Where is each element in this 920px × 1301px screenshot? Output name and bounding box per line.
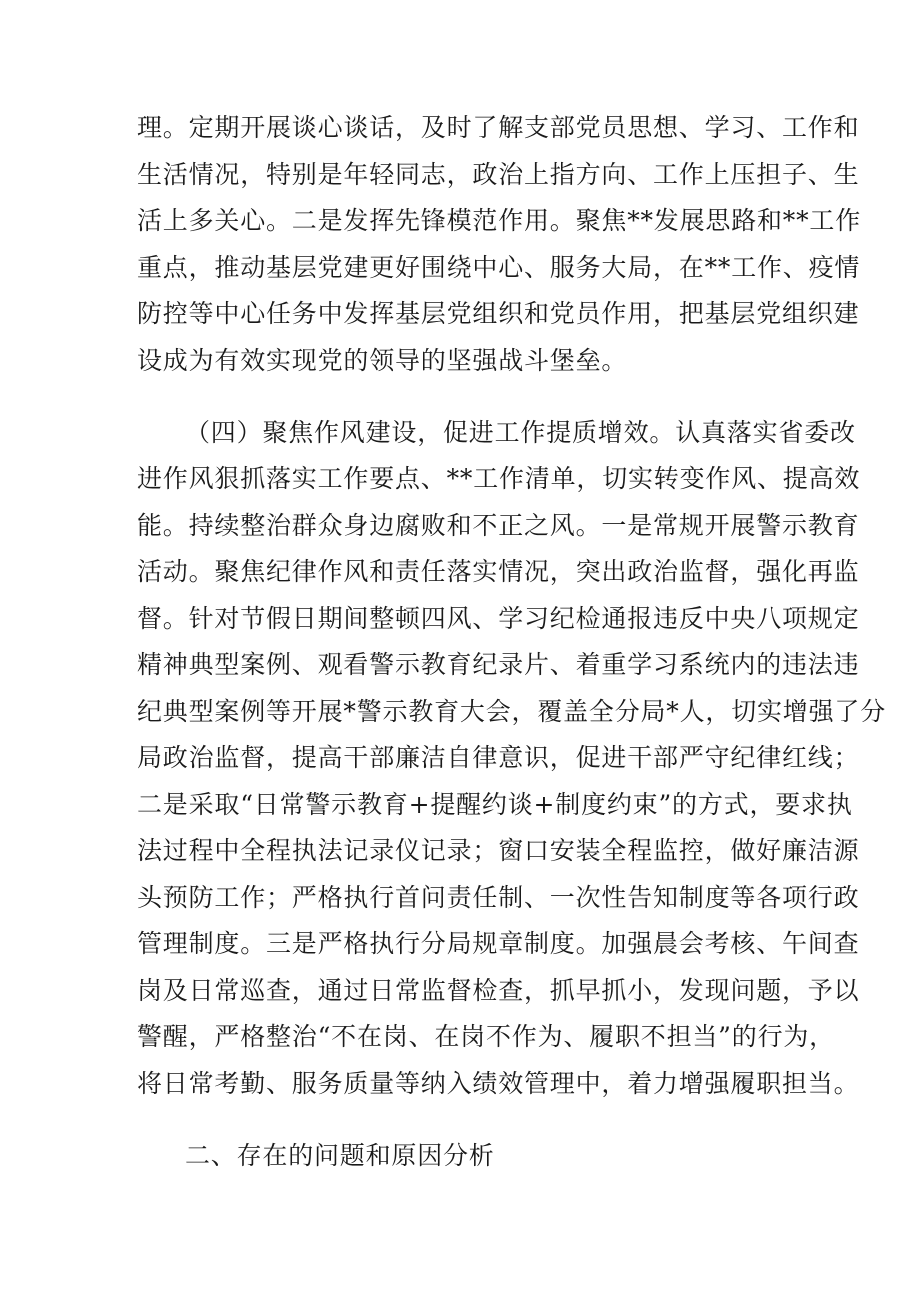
paragraph-2-line-10: 法过程中全程执法记录仪记录；窗口安装全程监控，做好廉洁源 (137, 836, 860, 865)
paragraph-1-line-1: 理。定期开展谈心谈话，及时了解支部党员思想、学习、工作和 (137, 113, 860, 142)
paragraph-2-line-14: 警醒，严格整治“不在岗、在岗不作为、履职不担当”的行为， (137, 1022, 835, 1051)
paragraph-1-line-4: 重点，推动基层党建更好围绕中心、服务大局，在**工作、疫情 (137, 253, 861, 282)
section-heading: 二、存在的问题和原因分析 (185, 1141, 495, 1170)
paragraph-2-line-12: 管理制度。三是严格执行分局规章制度。加强晨会考核、午间查 (137, 929, 860, 958)
paragraph-2-line-5: 督。针对节假日期间整顿四风、学习纪检通报违反中央八项规定 (137, 604, 860, 633)
paragraph-2-line-11: 头预防工作；严格执行首问责任制、一次性告知制度等各项行政 (137, 883, 860, 912)
paragraph-2-line-6: 精神典型案例、观看警示教育纪录片、着重学习系统内的违法违 (137, 650, 860, 679)
paragraph-1-line-6: 设成为有效实现党的领导的坚强战斗堡垒。 (137, 346, 628, 375)
paragraph-2-line-4: 活动。聚焦纪律作风和责任落实情况，突出政治监督，强化再监 (137, 557, 860, 586)
paragraph-2-line-8: 局政治监督，提高干部廉洁自律意识，促进干部严守纪律红线； (137, 743, 860, 772)
paragraph-2-line-7: 纪典型案例等开展*警示教育大会，覆盖全分局*人，切实增强了分 (137, 697, 887, 726)
paragraph-2-line-2: 进作风狠抓落实工作要点、**工作清单，切实转变作风、提高效 (137, 464, 861, 493)
paragraph-1-line-3: 活上多关心。二是发挥先锋模范作用。聚焦**发展思路和**工作 (137, 206, 862, 235)
paragraph-2-line-15: 将日常考勤、服务质量等纳入绩效管理中，着力增强履职担当。 (137, 1069, 860, 1098)
paragraph-2-line-9: 二是采取“日常警示教育+提醒约谈+制度约束”的方式，要求执 (137, 790, 853, 819)
paragraph-2-line-1: （四）聚焦作风建设，促进工作提质增效。认真落实省委改 (185, 418, 856, 447)
paragraph-2-line-3: 能。持续整治群众身边腐败和不正之风。一是常规开展警示教育 (137, 511, 860, 540)
paragraph-1-line-2: 生活情况，特别是年轻同志，政治上指方向、工作上压担子、生 (137, 160, 860, 189)
paragraph-1-line-5: 防控等中心任务中发挥基层党组织和党员作用，把基层党组织建 (137, 299, 860, 328)
paragraph-2-line-13: 岗及日常巡查，通过日常监督检查，抓早抓小，发现问题，予以 (137, 976, 860, 1005)
